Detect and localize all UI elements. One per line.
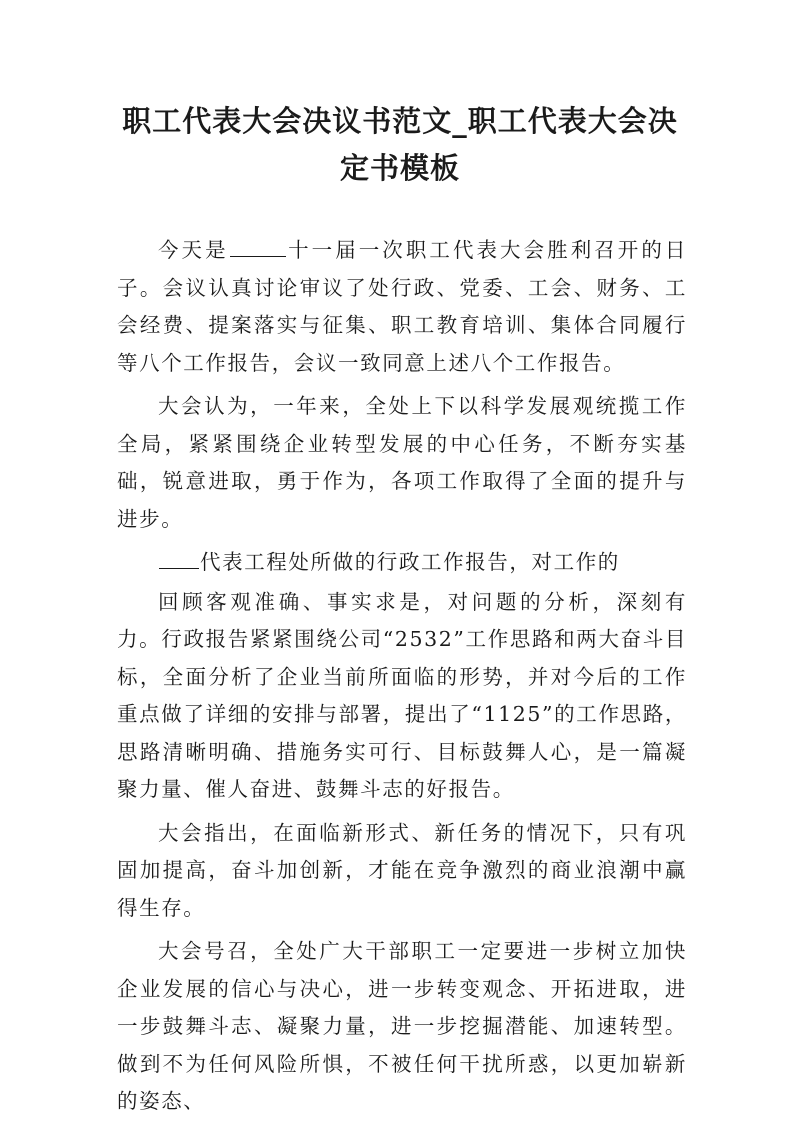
title-line-1: 职工代表大会决议书范文_职工代表大会决 (122, 104, 678, 138)
paragraph-6: 大会号召，全处广大干部职工一定要进一步树立加快企业发展的信心与决心，进一步转变观念、开拓进取，进一步鼓舞斗志、凝聚力量，进一步挖掘潜能、加速转型。做到不为任何风险所惧，不被任何干扰所惑，以更加崭新的姿态、 (117, 939, 687, 1113)
paragraph-5: 大会指出，在面临新形式、新任务的情况下，只有巩固加提高，奋斗加创新，才能在竞争激烈的商业浪潮中赢得生存。 (117, 820, 687, 920)
fill-blank (159, 548, 199, 569)
document-body (117, 232, 687, 1121)
paragraph-1-text: 十一届一次职工代表大会胜利召开的日子。会议认真讨论审议了处行政、党委、工会、财务、工会经费、提案落实与征集、职工教育培训、集体合同履行等八个工作报告，会议一致同意上述八个工作报告。 (117, 238, 687, 375)
document-title (100, 98, 700, 192)
paragraph-3 (117, 544, 687, 582)
paragraph-1-lead: 今天是 (158, 238, 229, 262)
fill-blank (230, 236, 286, 257)
paragraph-3-text: 代表工程处所做的行政工作报告，对工作的 (200, 550, 620, 574)
paragraph-1 (117, 232, 687, 382)
paragraph-2: 大会认为，一年来，全处上下以科学发展观统揽工作全局，紧紧围绕企业转型发展的中心任务，不断夯实基础，锐意进取，勇于作为，各项工作取得了全面的提升与进步。 (117, 394, 687, 531)
title-line-2: 定书模板 (339, 151, 460, 185)
paragraph-4: 回顾客观准确、事实求是，对问题的分析，深刻有力。行政报告紧紧围绕公司“2532”工作思路和两大奋斗目标，全面分析了企业当前所面临的形势，并对今后的工作重点做了详细的安排与部署，提出了“1125”的工作思路，思路清晰明确、措施务实可行、目标鼓舞人心，是一篇凝聚力量、催人奋进、鼓舞斗志的好报告。 (117, 589, 687, 801)
